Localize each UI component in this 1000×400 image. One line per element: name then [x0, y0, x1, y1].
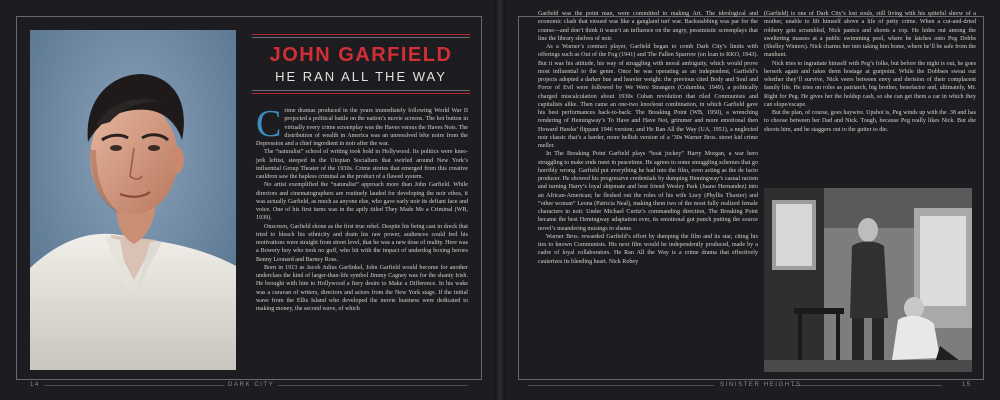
body-paragraph: But the plan, of course, goes haywire. Upshot is, Peg winds up with the .38 and has to choose between her Dad and Nick. Tough, because Peg really likes Nick. But she shoots him, and he staggers out to the gutter to die.: [764, 110, 976, 133]
film-still-illustration: [764, 188, 972, 372]
left-body-column: [256, 103, 469, 313]
body-paragraph: Warner Bros. rewarded Garfield’s effort by dumping the film and its star, citing his ties to known Communists. His next film would be independently produced, made by a cadre of loyal collaborators. He Ran All the Way is a crime drama that effectively cauterizes its bleeding heart. Nick Robey: [538, 233, 758, 265]
body-paragraph: The “naturalist” school of writing took hold in Hollywood. Its politics were knee-jerk leftist, steeped in the Utopian Socialism that swirled around New York’s influential Group Theater of the 1930s. Crime stories that emerged from this creative cauldron saw the hapless criminal as the product of a flawed system.: [256, 149, 468, 180]
left-footer-rule: [44, 385, 224, 386]
left-page-number: 14: [30, 382, 40, 388]
title-rule-top-thin: [252, 37, 470, 38]
film-still-photo: [764, 188, 972, 372]
body-paragraph: Born in 1913 as Jacob Julius Garfinkel, John Garfield would become for another underclass the kind of larger-than-life symbol Jimmy Cagney was for the shanty Irish. He brought with him to Hollywood a fiery desire to Make a Difference. In his wake was a caravan of writers, directors and actors from the New York stage. If the initial wave from the Ellis Island who developed the movie business were dedicated to making money, the second wave, of which: [256, 264, 468, 312]
body-paragraph: (Garfield) is one of Dark City’s lost souls, still living with his spiteful shrew of a mother, unable to lift himself above a life of petty crime. When a cut-and-dried robbery gets scrambled, Nick panics and shoots a cop. He hides out among the sweltering masses at a public swimming pool, where he latches onto Peg Dobbs (Shelley Winters). Nick charms her into taking him home, where he’ll be safe from the manhunt.: [764, 11, 976, 59]
body-paragraph: No artist exemplified the “naturalist” approach more than John Garfield. While directors and cinematographers are routinely lauded for developing the noir ethos, it was actually Garfield, as much as anyone else, who gave early noir its defiant face and voice. One of his first turns was in the aptly titled They Made Me a Criminal (WB, 1939).: [256, 182, 468, 222]
portrait-illustration: [30, 30, 236, 370]
body-paragraph: As a Warner’s contract player, Garfield began to comb Dark City’s limits with offerings such as Out of the Fog (1941) and The Fallen Sparrow (on loan to RKO, 1943). But it was his attitude, his way of struggling with moral ambiguity, which would prove most influential to the genre. Once he was operating as an independent, Garfield’s projects adopted a darker hue and heavier weight: the previous cited Body and Soul and Force of Evil were followed by We Were Strangers (Columbia, 1949), a politically charged miscalculation about 1930s Cuban revolution that riled Communists and capitalists alike. Then came an one-two knockout combination, in which Garfield gave his best performances back-to-back: The Breaking Point (WB, 1950), a wrenching rendering of Hemingway’s To Have and Have Not, grimmer and more emotional then Howard Hawks’ flippant 1946 version; and He Ran All the Way (UA, 1951), a neglected noir classic that’s a harder, more hellish version of a ’30s Warner Bros. street kid crime meller.: [538, 44, 758, 149]
right-body-column-b: [764, 10, 976, 134]
body-paragraph: In The Breaking Point Garfield plays “boat jockey” Harry Morgan, a war hero struggling to make ends meet in peacetime. He agrees to some smuggling schemes that go horribly wrong. Garfield put everything he had into the film, even acting as the de facto producer. He showed his progressive credentials by dumping Hemingway’s casual racism and turning Harry’s loyal shipmate and best friend Wesley Park (Juano Hernandez) into an African-American; he fleshed out the roles of his wife Lucy (Phyllis Thaxter) and “other woman” Leona (Patricia Neal), making them two of the most fully realized female characters in noir. Under Michael Curtiz’s commanding direction, The Breaking Point became the best Hemingway adaptation ever, its emotional gut punch putting the source novel’s meandering musings to shame.: [538, 151, 758, 232]
body-paragraph: Nick tries to ingratiate himself with Peg’s folks, but before the night is out, he goes berserk again and takes them hostage at gunpoint. While the Dobbses sweat out whether they’ll survive, Nick veers between envy and derision of their complacent family life. He tries on roles as patriarch, big brother, benefactor and, ultimately, Mr. Right for Peg. He gives her the holdup cash, so she can get them a car in which they can elope/escape.: [764, 60, 976, 108]
article-title: JOHN GARFIELD: [269, 44, 453, 66]
john-garfield-portrait: [30, 30, 236, 370]
title-rule-bottom: [252, 93, 470, 94]
right-footer-rule-2: [792, 385, 942, 386]
body-paragraph: Garfield was the point man, were committed to making Art. The ideological and economic clash that ensued was like a gangland turf war. Backstabbing was par for the course—and don’t think it wasn’t an influence on the angry, pessimistic screenplays that line the library shelves of noir.: [538, 11, 758, 42]
left-footer-rule-2: [278, 385, 468, 386]
left-running-footer: DARK CITY: [228, 382, 275, 388]
title-rule-bottom-thin: [252, 90, 470, 91]
drop-cap: C: [256, 103, 282, 145]
right-body-column-a: [538, 10, 758, 266]
body-paragraph: Onscreen, Garfield shone as the first true rebel. Despite his being cast in dreck that tried to bleach his ethnicity and drain his raw power, audiences could feel his motivations were straight from street level, that he was a new dose of reality. Here was a Bowery boy who took no guff, who hit with the impact of underdog boxing heroes Benny Leonard and Barney Ross.: [256, 223, 468, 263]
gutter: [494, 0, 506, 400]
body-paragraph: Crime dramas produced in the years immediately following World War II projected a political battle on the nation’s movie screens. The hot button in virtually every crime screenplay was the Haves versus the Haves Nots. The distribution of wealth in America was an unresolved bête noire from the Depression and a chief ingredient in noir after the war.: [256, 103, 469, 147]
right-footer-rule: [528, 385, 714, 386]
article-title-block: [252, 34, 470, 94]
right-running-footer: SINISTER HEIGHTS: [720, 382, 802, 388]
title-rule-top: [252, 34, 470, 35]
article-subtitle: HE RAN ALL THE WAY: [275, 69, 447, 84]
right-page-number: 15: [962, 382, 972, 388]
